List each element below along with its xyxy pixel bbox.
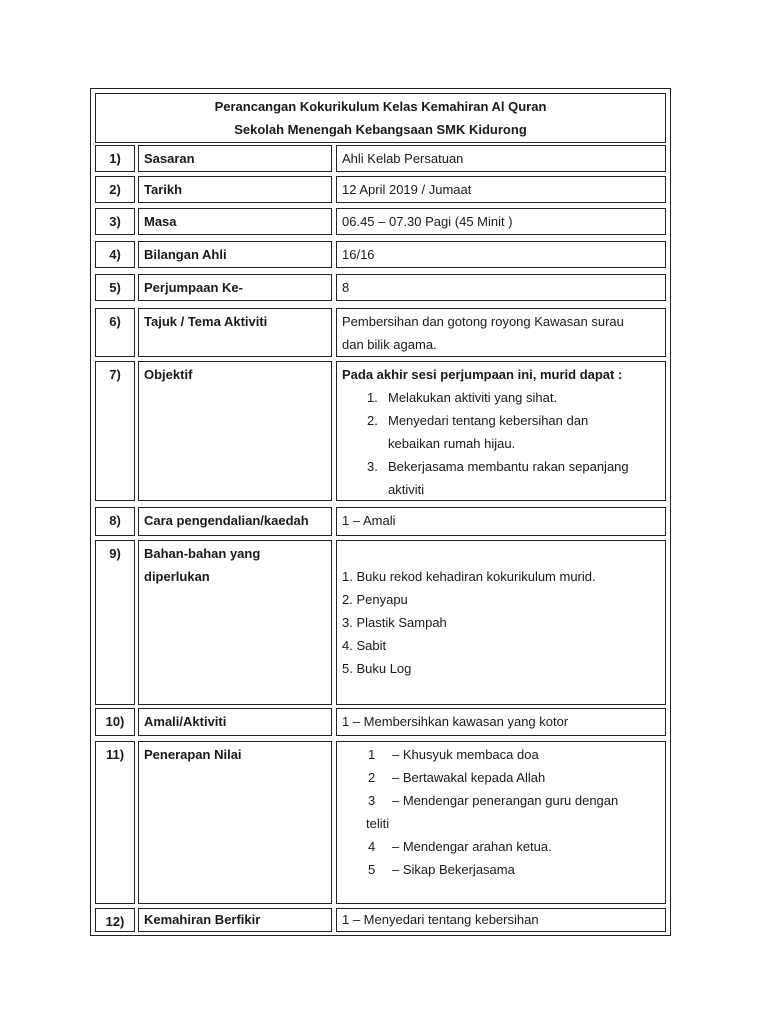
objektif-intro: Pada akhir sesi perjumpaan ini, murid dapat : — [342, 367, 623, 382]
row-label-perjumpaan: Perjumpaan Ke- — [138, 274, 332, 301]
list-item-number: 3 — [368, 793, 376, 808]
row-label-sasaran: Sasaran — [138, 145, 332, 172]
row-value-tarikh: 12 April 2019 / Jumaat — [336, 176, 666, 203]
list-item — [342, 455, 661, 501]
row-label-tarikh: Tarikh — [138, 176, 332, 203]
row-value-perjumpaan: 8 — [336, 274, 666, 301]
row-number: 12) — [95, 908, 135, 932]
list-item: 1. Buku rekod kehadiran kokurikulum murid. — [342, 569, 596, 584]
document-frame — [90, 88, 671, 936]
list-item-number: 1 — [368, 747, 376, 762]
nilai-list — [342, 743, 661, 881]
row-number: 2) — [95, 176, 135, 203]
row-value-penerapan-nilai — [336, 741, 666, 904]
row-label-objektif: Objektif — [138, 361, 332, 501]
row-value-cara-pengendalian: 1 – Amali — [336, 507, 666, 536]
row-value-sasaran: Ahli Kelab Persatuan — [336, 145, 666, 172]
bahan-label-line: diperlukan — [144, 569, 210, 584]
row-label-bilangan-ahli: Bilangan Ahli — [138, 241, 332, 268]
row-value-tajuk — [336, 308, 666, 357]
list-item-text: – Sikap Bekerjasama — [392, 862, 515, 877]
list-item — [342, 766, 661, 789]
list-item — [342, 743, 661, 766]
tajuk-line: dan bilik agama. — [342, 337, 437, 352]
row-number: 10) — [95, 708, 135, 736]
list-item-text: Melakukan aktiviti yang sihat. — [388, 390, 558, 405]
list-item-text: – Mendengar arahan ketua. — [392, 839, 552, 854]
tajuk-line: Pembersihan dan gotong royong Kawasan surau — [342, 314, 624, 329]
list-item: 5. Buku Log — [342, 661, 412, 676]
list-item — [342, 409, 661, 455]
row-label-masa: Masa — [138, 208, 332, 235]
list-item-text: – Khusyuk membaca doa — [392, 747, 539, 762]
list-item-number: 1. — [367, 390, 378, 405]
list-item-text: kebaikan rumah hijau. — [388, 436, 516, 451]
row-number: 8) — [95, 507, 135, 536]
list-item-text: teliti — [366, 816, 390, 831]
row-value-kemahiran-berfikir: 1 – Menyedari tentang kebersihan — [336, 908, 666, 932]
list-item — [342, 835, 661, 858]
document-title-block — [95, 93, 666, 143]
list-item: 2. Penyapu — [342, 592, 408, 607]
list-item — [342, 858, 661, 881]
objektif-list — [342, 386, 661, 501]
row-label-amali: Amali/Aktiviti — [138, 708, 332, 736]
row-number: 3) — [95, 208, 135, 235]
list-item-number: 3. — [367, 459, 378, 474]
row-number: 7) — [95, 361, 135, 501]
row-value-objektif — [336, 361, 666, 501]
row-value-bilangan-ahli: 16/16 — [336, 241, 666, 268]
list-item-text: aktiviti — [388, 482, 425, 497]
list-item — [342, 386, 661, 409]
row-number: 9) — [95, 540, 135, 705]
list-item: 4. Sabit — [342, 638, 387, 653]
bahan-label-line: Bahan-bahan yang — [144, 546, 261, 561]
row-label-cara-pengendalian: Cara pengendalian/kaedah — [138, 507, 332, 536]
list-item-number: 2 — [368, 770, 376, 785]
row-value-bahan — [336, 540, 666, 705]
list-item: 3. Plastik Sampah — [342, 615, 447, 630]
list-item-number: 4 — [368, 839, 376, 854]
document-subtitle: Sekolah Menengah Kebangsaan SMK Kidurong — [234, 122, 527, 137]
list-item-text: Menyedari tentang kebersihan dan — [388, 413, 589, 428]
row-number: 5) — [95, 274, 135, 301]
row-label-penerapan-nilai: Penerapan Nilai — [138, 741, 332, 904]
row-label-kemahiran-berfikir: Kemahiran Berfikir — [138, 908, 332, 932]
list-item-text: Bekerjasama membantu rakan sepanjang — [388, 459, 629, 474]
row-number: 6) — [95, 308, 135, 357]
list-item-text: – Bertawakal kepada Allah — [392, 770, 546, 785]
row-number: 11) — [95, 741, 135, 904]
row-value-amali: 1 – Membersihkan kawasan yang kotor — [336, 708, 666, 736]
row-label-tajuk: Tajuk / Tema Aktiviti — [138, 308, 332, 357]
row-number: 4) — [95, 241, 135, 268]
row-label-bahan — [138, 540, 332, 705]
list-item-number: 5 — [368, 862, 376, 877]
list-item-number: 2. — [367, 413, 378, 428]
row-value-masa: 06.45 – 07.30 Pagi (45 Minit ) — [336, 208, 666, 235]
list-item — [342, 789, 661, 835]
document-title: Perancangan Kokurikulum Kelas Kemahiran Al Quran — [214, 99, 547, 114]
row-number: 1) — [95, 145, 135, 172]
list-item-text: – Mendengar penerangan guru dengan — [392, 793, 619, 808]
